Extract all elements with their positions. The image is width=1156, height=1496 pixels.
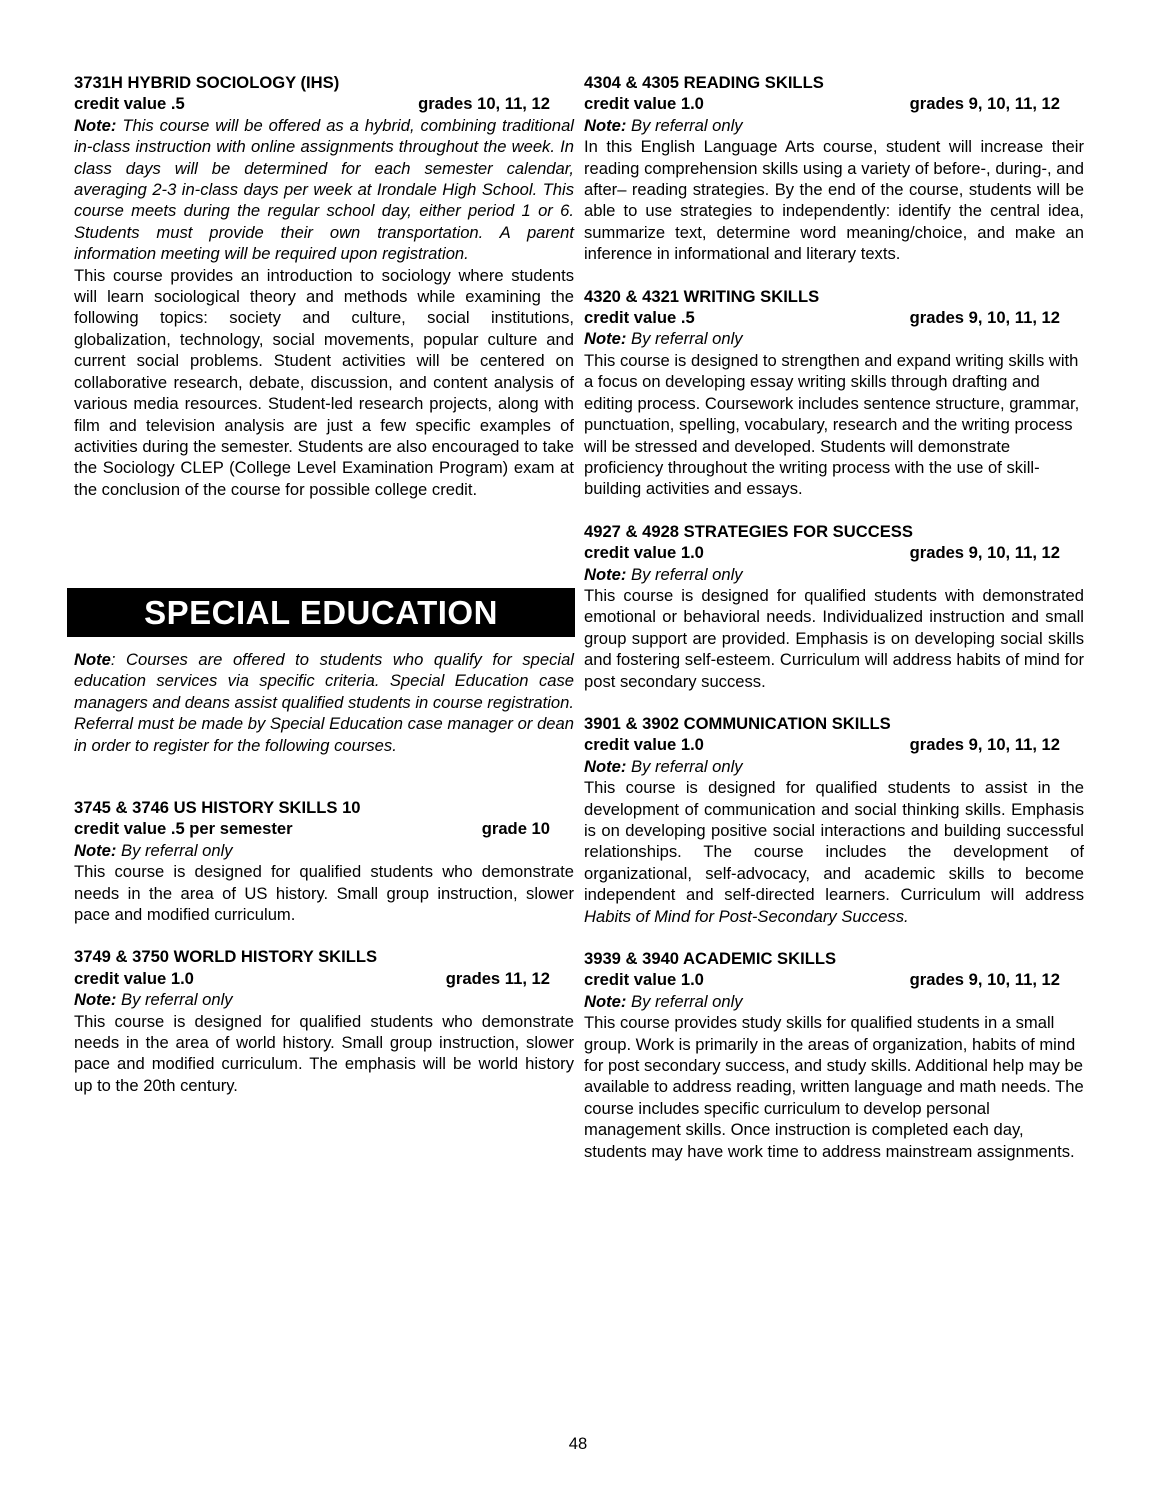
credit-value: credit value .5 [74, 94, 185, 114]
note-text: By referral only [626, 329, 743, 349]
course-title: 4304 & 4305 READING SKILLS [584, 73, 824, 92]
credit-value: credit value .5 [584, 308, 695, 328]
course-title: 3901 & 3902 COMMUNICATION SKILLS [584, 713, 891, 733]
section-intro-note [74, 649, 574, 756]
course-writing-skills [584, 286, 1084, 500]
note-text: By referral only [626, 756, 743, 776]
left-column-lower [74, 797, 574, 1117]
grades: grades 11, 12 [445, 968, 550, 988]
course-meta [74, 93, 574, 114]
course-sociology [74, 72, 574, 500]
page-number: 48 [568, 1434, 588, 1453]
grades: grades 9, 10, 11, 12 [909, 543, 1060, 563]
course-description [584, 777, 1084, 927]
note-label: Note: [584, 564, 627, 584]
credit-value: credit value 1.0 [584, 970, 704, 990]
course-note [584, 328, 1084, 349]
course-description: This course is designed for qualified students with demonstrated emotional or behavioral needs. Individualized instruction and small group support are provided. Emphasis is on developing social skills and fostering self-esteem. Curriculum will address habits of mind for post secondary success. [584, 585, 1084, 691]
course-meta [74, 818, 574, 839]
course-note [584, 756, 1084, 777]
grades: grades 9, 10, 11, 12 [909, 94, 1060, 114]
section-heading-banner: SPECIAL EDUCATION [67, 588, 575, 637]
intro-label: Note [74, 650, 111, 669]
course-note [584, 564, 1084, 585]
course-strategies-for-success [584, 521, 1084, 692]
grades: grades 10, 11, 12 [418, 94, 550, 114]
note-label: Note: [74, 990, 117, 1010]
course-meta [584, 542, 1084, 563]
note-label: Note: [584, 991, 627, 1011]
course-description: This course provides an introduction to sociology where students will learn sociological theory and methods while examining the following topics: society and culture, social institutions, globalization, technology, social movements, popular culture and current social problems. Student activities will be centered on collaborative research, debate, discussion, and content analysis of various media resources. Student-led research projects, along with film and television analysis are just a few specific examples of activities during the semester. Students are also encouraged to take the Sociology CLEP (College Level Examination Program) exam at the conclusion of the course for possible college credit. [74, 265, 574, 499]
course-description: This course is designed for qualified students who demonstrate needs in the area of world history. Small group instruction, slower pace and modified curriculum. The emphasis will be world history up to the 20th century. [74, 1011, 574, 1095]
course-title: 3939 & 3940 ACADEMIC SKILLS [584, 949, 837, 969]
course-academic-skills [584, 948, 1084, 1162]
note-label: Note: [584, 329, 627, 349]
note-text: By referral only [626, 115, 743, 135]
course-meta [74, 968, 574, 989]
grades: grades 9, 10, 11, 12 [909, 735, 1060, 755]
course-title: 4320 & 4321 WRITING SKILLS [584, 286, 820, 306]
note-text: This course will be offered as a hybrid, combining traditional in-class instruction with online assignments throughout the week. In class days will be determined for each semester calendar, averaging 2-3 in-class days per week at Irondale High School. This course meets during the regular school day, either period 1 or 6. Students must provide their own transportation. A parent information meeting will be required upon registration. [74, 115, 574, 264]
note-text: By referral only [116, 840, 233, 860]
note-label: Note: [584, 756, 627, 776]
grades: grades 9, 10, 11, 12 [909, 308, 1060, 328]
credit-value: credit value .5 per semester [74, 819, 293, 839]
credit-value: credit value 1.0 [584, 94, 704, 114]
course-note [74, 115, 574, 265]
right-column [584, 72, 1084, 1183]
course-meta [584, 969, 1084, 990]
course-title: 3749 & 3750 WORLD HISTORY SKILLS [74, 947, 378, 967]
course-meta [584, 734, 1084, 755]
course-title: 4927 & 4928 STRATEGIES FOR SUCCESS [584, 521, 913, 541]
credit-value: credit value 1.0 [584, 543, 704, 563]
left-column [74, 72, 574, 521]
description-italic-text: Habits of Mind for Post-Secondary Success. [584, 906, 909, 926]
course-description: In this English Language Arts course, student will increase their reading comprehension skills using a variety of before-, during-, and after– reading strategies. By the end of the course, students will be able to use strategies to independently: identify the central idea, summarize text, determine word meaning/choice, and make an inference in informational and literary texts. [584, 137, 1084, 264]
grades: grades 9, 10, 11, 12 [909, 970, 1060, 990]
course-note [74, 989, 574, 1010]
course-reading-skills [584, 72, 1084, 265]
course-note [584, 115, 1084, 136]
intro-text: : Courses are offered to students who qualify for special education services via specific criteria. Special Education case managers and deans assist qualified students in course registration. Referral must be made by Special Education case manager or dean in order to register for the following courses. [74, 650, 574, 755]
course-meta [584, 93, 1084, 114]
course-title: 3745 & 3746 US HISTORY SKILLS 10 [74, 798, 361, 817]
course-description: This course is designed to strengthen and expand writing skills with a focus on developing essay writing skills through drafting and editing process. Coursework includes sentence structure, grammar, punctuation, spelling, vocabulary, research and the writing process will be stressed and developed. Students will demonstrate proficiency throughout the writing process with the use of skill-building activities and essays. [584, 350, 1080, 499]
note-label: Note: [74, 115, 117, 135]
note-label: Note: [584, 115, 627, 135]
course-us-history-skills [74, 797, 574, 925]
course-meta [584, 307, 1084, 328]
note-text: By referral only [626, 564, 743, 584]
note-label: Note: [74, 840, 117, 860]
course-communication-skills [584, 713, 1084, 927]
note-text: By referral only [626, 991, 743, 1011]
course-description: This course provides study skills for qualified students in a small group. Work is primarily in the areas of organization, habits of mind for post secondary success, and study skills. Additional help may be available to address reading, written language and math needs. The course includes specific curriculum to develop personal management skills. Once instruction is completed each day, students may have work time to address mainstream assignments. [584, 1013, 1084, 1161]
description-text: This course is designed for qualified students to assist in the development of communication and social thinking skills. Emphasis is on developing positive social interactions and building successful relationships. The course includes the development of organizational, self-advocacy, and academic skills to become independent and self-directed learners. Curriculum will address [584, 778, 1084, 905]
credit-value: credit value 1.0 [74, 968, 194, 988]
grades: grade 10 [481, 819, 550, 839]
course-title: 3731H HYBRID SOCIOLOGY (IHS) [74, 73, 340, 92]
course-description: This course is designed for qualified students who demonstrate needs in the area of US history. Small group instruction, slower pace and modified curriculum. [74, 862, 574, 925]
credit-value: credit value 1.0 [584, 735, 704, 755]
course-world-history-skills [74, 946, 574, 1096]
course-note [584, 991, 1084, 1012]
course-note [74, 840, 574, 861]
note-text: By referral only [116, 990, 233, 1010]
